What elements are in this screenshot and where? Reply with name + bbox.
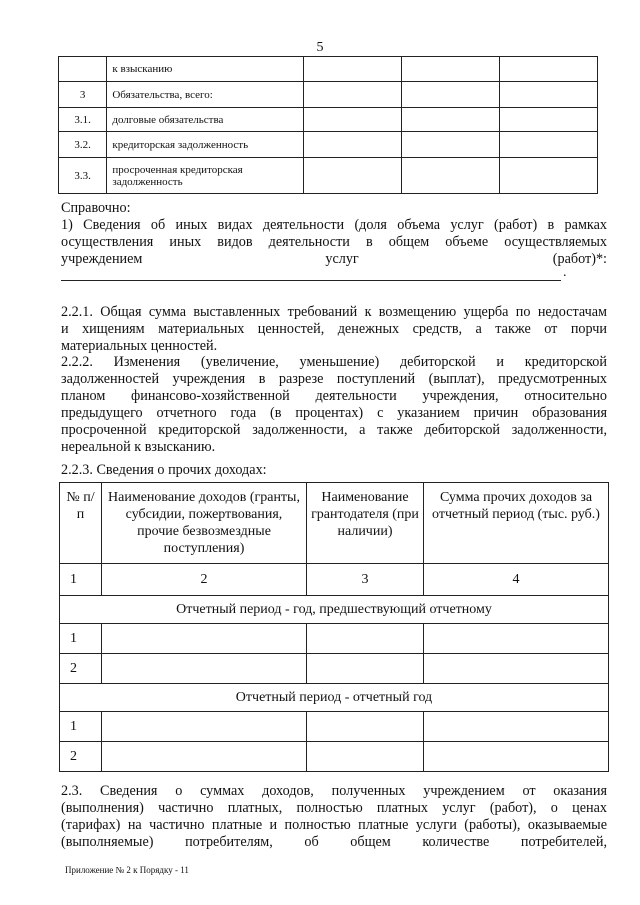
value-cell [303,108,401,132]
row-number: 1 [60,624,102,654]
row-label: к взысканию [107,57,303,82]
section-221-line2: и хищениям материальных ценностей, денежных средств, а также от порчи [61,321,607,337]
liabilities-table [58,56,598,194]
value-cell [401,158,499,194]
table-row [59,108,598,132]
header-num: № п/п [60,483,102,564]
table-row [60,654,609,684]
blank-fill-line [61,280,561,281]
value-cell [401,132,499,158]
column-numbers-row [60,564,609,596]
row-number: 2 [60,742,102,772]
value-cell [401,57,499,82]
table-row [60,742,609,772]
table-row [60,624,609,654]
period-row [60,684,609,712]
other-income-table [59,482,609,772]
value-cell [303,57,401,82]
section-221-line1: 2.2.1. Общая сумма выставленных требований к возмещению ущерба по недостачам [61,304,607,320]
table-row [60,712,609,742]
header-grantor: Наименование грантодателя (при наличии) [307,483,424,564]
col-number: 1 [60,564,102,596]
reference-item1-line1: 1) Сведения об иных видах деятельности (доля объема услуг (работ) в рамках [61,217,607,233]
row-number: 3 [59,82,107,108]
table-row [59,132,598,158]
empty-cell [102,742,307,772]
page-number: 5 [316,40,324,55]
value-cell [499,57,597,82]
row-label: просроченная кредиторская задолженность [107,158,303,194]
value-cell [303,132,401,158]
section-23-line1: 2.3. Сведения о суммах доходов, полученных учреждением от оказания [61,783,607,799]
col-number: 4 [424,564,609,596]
row-number: 2 [60,654,102,684]
row-number: 3.3. [59,158,107,194]
row-number: 3.2. [59,132,107,158]
empty-cell [307,712,424,742]
period-label: Отчетный период - отчетный год [60,684,609,712]
value-cell [401,108,499,132]
table-row [59,82,598,108]
section-222-line6: нереальной к взысканию. [61,439,216,455]
section-23-line2: (выполнения) частично платных, полностью платных услуг (работ), о ценах [61,800,607,816]
row-label: долговые обязательства [107,108,303,132]
footer-note: Приложение № 2 к Порядку - 11 [65,865,189,875]
period-row [60,596,609,624]
row-number: 3.1. [59,108,107,132]
reference-item1-line2: осуществления иных видов деятельности в общем объеме осуществляемых [61,234,607,250]
table-row [59,158,598,194]
header-income-name: Наименование доходов (гранты, субсидии, пожертвования, прочие безвозмездные поступления) [102,483,307,564]
table-header-row [60,483,609,564]
section-222-line4: предыдущего отчетного года (в процентах) с указанием причин образования [61,405,607,421]
empty-cell [307,624,424,654]
value-cell [401,82,499,108]
value-cell [499,132,597,158]
section-222-line1: 2.2.2. Изменения (увеличение, уменьшение) дебиторской и кредиторской [61,354,607,370]
reference-item1-line3: учреждением услуг (работ)*: [61,251,607,267]
period-label: Отчетный период - год, предшествующий отчетному [60,596,609,624]
value-cell [303,158,401,194]
row-label: Обязательства, всего: [107,82,303,108]
empty-cell [102,712,307,742]
section-222-line3: планом финансово-хозяйственной деятельности учреждения, относительно [61,388,607,404]
empty-cell [102,624,307,654]
header-sum: Сумма прочих доходов за отчетный период (тыс. руб.) [424,483,609,564]
section-23-line3: (тарифах) на частично платные и полностью платные услуги (работы), оказываемые [61,817,607,833]
value-cell [499,82,597,108]
end-dot: . [563,265,567,280]
col-number: 2 [102,564,307,596]
row-label: кредиторская задолженность [107,132,303,158]
empty-cell [307,742,424,772]
empty-cell [424,742,609,772]
table-row [59,57,598,82]
value-cell [499,158,597,194]
col-number: 3 [307,564,424,596]
row-number [59,57,107,82]
value-cell [303,82,401,108]
row-number: 1 [60,712,102,742]
empty-cell [424,712,609,742]
value-cell [499,108,597,132]
empty-cell [424,654,609,684]
empty-cell [424,624,609,654]
empty-cell [102,654,307,684]
section-23-line4: (выполняемые) потребителям, об общем количестве потребителей, [61,834,607,850]
section-221-line3: материальных ценностей. [61,338,218,354]
section-222-line2: задолженностей учреждения в разрезе поступлений (выплат), предусмотренных [61,371,607,387]
section-222-line5: просроченной кредиторской задолженности, а также дебиторской задолженности, [61,422,607,438]
empty-cell [307,654,424,684]
reference-heading: Справочно: [61,200,131,216]
section-223-title: 2.2.3. Сведения о прочих доходах: [61,462,267,478]
